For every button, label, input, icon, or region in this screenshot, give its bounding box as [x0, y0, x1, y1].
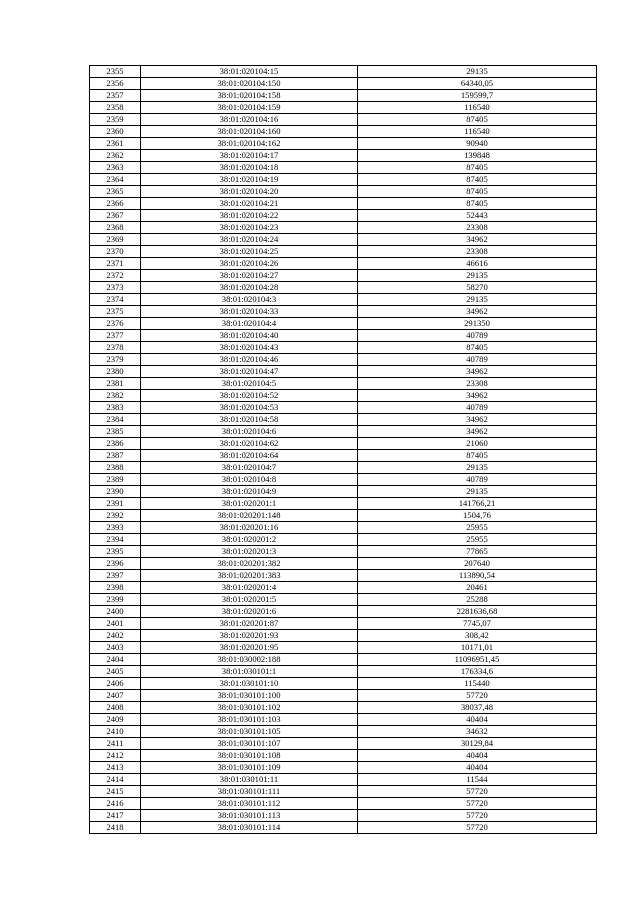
row-index-cell: 2415 [90, 786, 141, 798]
row-index-cell: 2411 [90, 738, 141, 750]
cadastral-number-cell: 38:01:020104:28 [141, 282, 358, 294]
cadastral-number-cell: 38:01:020201:3 [141, 546, 358, 558]
table-row [90, 654, 597, 666]
row-index-cell: 2376 [90, 318, 141, 330]
row-index-cell: 2372 [90, 270, 141, 282]
table-row [90, 774, 597, 786]
value-cell: 34962 [358, 306, 597, 318]
value-cell: 1504,76 [358, 510, 597, 522]
row-index-cell: 2355 [90, 66, 141, 78]
row-index-cell: 2412 [90, 750, 141, 762]
cadastral-number-cell: 38:01:020104:53 [141, 402, 358, 414]
cadastral-number-cell: 38:01:020104:6 [141, 426, 358, 438]
row-index-cell: 2404 [90, 654, 141, 666]
cadastral-number-cell: 38:01:020201:4 [141, 582, 358, 594]
cadastral-number-cell: 38:01:020104:150 [141, 78, 358, 90]
table-row [90, 126, 597, 138]
value-cell: 40404 [358, 714, 597, 726]
table-row [90, 306, 597, 318]
table-row [90, 486, 597, 498]
table-row [90, 642, 597, 654]
table-row [90, 594, 597, 606]
value-cell: 46616 [358, 258, 597, 270]
table-row [90, 522, 597, 534]
value-cell: 23308 [358, 246, 597, 258]
table-row [90, 498, 597, 510]
cadastral-number-cell: 38:01:020201:95 [141, 642, 358, 654]
table-row [90, 174, 597, 186]
value-cell: 29135 [358, 66, 597, 78]
value-cell: 87405 [358, 162, 597, 174]
row-index-cell: 2363 [90, 162, 141, 174]
data-table [89, 65, 597, 834]
row-index-cell: 2413 [90, 762, 141, 774]
table-row [90, 558, 597, 570]
cadastral-number-cell: 38:01:020104:47 [141, 366, 358, 378]
row-index-cell: 2387 [90, 450, 141, 462]
value-cell: 11544 [358, 774, 597, 786]
row-index-cell: 2388 [90, 462, 141, 474]
cadastral-number-cell: 38:01:020201:5 [141, 594, 358, 606]
cadastral-number-cell: 38:01:020104:8 [141, 474, 358, 486]
table-row [90, 270, 597, 282]
value-cell: 57720 [358, 810, 597, 822]
value-cell: 113890,54 [358, 570, 597, 582]
row-index-cell: 2378 [90, 342, 141, 354]
row-index-cell: 2367 [90, 210, 141, 222]
row-index-cell: 2383 [90, 402, 141, 414]
value-cell: 23308 [358, 378, 597, 390]
table-row [90, 210, 597, 222]
cadastral-number-cell: 38:01:030101:10 [141, 678, 358, 690]
table-row [90, 354, 597, 366]
value-cell: 34962 [358, 366, 597, 378]
row-index-cell: 2418 [90, 822, 141, 834]
table-row [90, 618, 597, 630]
table-row [90, 582, 597, 594]
row-index-cell: 2406 [90, 678, 141, 690]
cadastral-number-cell: 38:01:020104:16 [141, 114, 358, 126]
row-index-cell: 2408 [90, 702, 141, 714]
cadastral-number-cell: 38:01:020201:16 [141, 522, 358, 534]
cadastral-number-cell: 38:01:020104:62 [141, 438, 358, 450]
cadastral-number-cell: 38:01:020104:20 [141, 186, 358, 198]
cadastral-number-cell: 38:01:020201:148 [141, 510, 358, 522]
row-index-cell: 2399 [90, 594, 141, 606]
cadastral-number-cell: 38:01:020104:15 [141, 66, 358, 78]
table-row [90, 678, 597, 690]
cadastral-number-cell: 38:01:020104:40 [141, 330, 358, 342]
value-cell: 57720 [358, 786, 597, 798]
value-cell: 34962 [358, 234, 597, 246]
value-cell: 20461 [358, 582, 597, 594]
cadastral-number-cell: 38:01:030101:108 [141, 750, 358, 762]
row-index-cell: 2375 [90, 306, 141, 318]
value-cell: 38037,48 [358, 702, 597, 714]
cadastral-number-cell: 38:01:020201:1 [141, 498, 358, 510]
table-row [90, 66, 597, 78]
table-row [90, 606, 597, 618]
row-index-cell: 2390 [90, 486, 141, 498]
cadastral-number-cell: 38:01:020104:3 [141, 294, 358, 306]
value-cell: 176334,6 [358, 666, 597, 678]
cadastral-number-cell: 38:01:020201:383 [141, 570, 358, 582]
value-cell: 64340,05 [358, 78, 597, 90]
table-row [90, 762, 597, 774]
value-cell: 87405 [358, 174, 597, 186]
value-cell: 87405 [358, 114, 597, 126]
table-row [90, 234, 597, 246]
row-index-cell: 2377 [90, 330, 141, 342]
cadastral-number-cell: 38:01:020104:52 [141, 390, 358, 402]
row-index-cell: 2396 [90, 558, 141, 570]
row-index-cell: 2362 [90, 150, 141, 162]
cadastral-number-cell: 38:01:030101:11 [141, 774, 358, 786]
row-index-cell: 2364 [90, 174, 141, 186]
cadastral-number-cell: 38:01:020104:24 [141, 234, 358, 246]
table-row [90, 222, 597, 234]
cadastral-number-cell: 38:01:020104:46 [141, 354, 358, 366]
row-index-cell: 2379 [90, 354, 141, 366]
table-row [90, 330, 597, 342]
cadastral-number-cell: 38:01:020104:21 [141, 198, 358, 210]
table-row [90, 690, 597, 702]
row-index-cell: 2417 [90, 810, 141, 822]
cadastral-number-cell: 38:01:030101:111 [141, 786, 358, 798]
value-cell: 34962 [358, 426, 597, 438]
value-cell: 30129,84 [358, 738, 597, 750]
table-row [90, 114, 597, 126]
table-row [90, 786, 597, 798]
table-row [90, 198, 597, 210]
row-index-cell: 2381 [90, 378, 141, 390]
row-index-cell: 2357 [90, 90, 141, 102]
table-row [90, 714, 597, 726]
cadastral-number-cell: 38:01:030101:109 [141, 762, 358, 774]
value-cell: 57720 [358, 822, 597, 834]
cadastral-number-cell: 38:01:020201:382 [141, 558, 358, 570]
row-index-cell: 2368 [90, 222, 141, 234]
row-index-cell: 2397 [90, 570, 141, 582]
table-row [90, 102, 597, 114]
row-index-cell: 2380 [90, 366, 141, 378]
table-row [90, 438, 597, 450]
table-row [90, 750, 597, 762]
value-cell: 40789 [358, 474, 597, 486]
value-cell: 2281636,68 [358, 606, 597, 618]
table-row [90, 150, 597, 162]
table-row [90, 378, 597, 390]
value-cell: 141766,21 [358, 498, 597, 510]
cadastral-number-cell: 38:01:030002:188 [141, 654, 358, 666]
cadastral-number-cell: 38:01:020201:6 [141, 606, 358, 618]
cadastral-number-cell: 38:01:020104:64 [141, 450, 358, 462]
row-index-cell: 2395 [90, 546, 141, 558]
value-cell: 139848 [358, 150, 597, 162]
cadastral-number-cell: 38:01:020104:26 [141, 258, 358, 270]
value-cell: 57720 [358, 798, 597, 810]
row-index-cell: 2385 [90, 426, 141, 438]
row-index-cell: 2373 [90, 282, 141, 294]
value-cell: 34632 [358, 726, 597, 738]
table-row [90, 822, 597, 834]
table-row [90, 738, 597, 750]
cadastral-number-cell: 38:01:020104:5 [141, 378, 358, 390]
cadastral-number-cell: 38:01:020104:22 [141, 210, 358, 222]
cadastral-number-cell: 38:01:020104:4 [141, 318, 358, 330]
table-row [90, 318, 597, 330]
table-row [90, 294, 597, 306]
value-cell: 23308 [358, 222, 597, 234]
cadastral-number-cell: 38:01:020201:2 [141, 534, 358, 546]
value-cell: 40404 [358, 762, 597, 774]
table-row [90, 534, 597, 546]
value-cell: 40789 [358, 354, 597, 366]
value-cell: 34962 [358, 414, 597, 426]
value-cell: 7745,07 [358, 618, 597, 630]
value-cell: 29135 [358, 486, 597, 498]
value-cell: 29135 [358, 462, 597, 474]
cadastral-number-cell: 38:01:030101:100 [141, 690, 358, 702]
row-index-cell: 2414 [90, 774, 141, 786]
row-index-cell: 2407 [90, 690, 141, 702]
value-cell: 207640 [358, 558, 597, 570]
row-index-cell: 2361 [90, 138, 141, 150]
table-row [90, 186, 597, 198]
table-row [90, 462, 597, 474]
value-cell: 291350 [358, 318, 597, 330]
value-cell: 21060 [358, 438, 597, 450]
value-cell: 58270 [358, 282, 597, 294]
row-index-cell: 2370 [90, 246, 141, 258]
table-row [90, 390, 597, 402]
value-cell: 29135 [358, 270, 597, 282]
row-index-cell: 2371 [90, 258, 141, 270]
table-row [90, 246, 597, 258]
cadastral-number-cell: 38:01:020201:93 [141, 630, 358, 642]
row-index-cell: 2365 [90, 186, 141, 198]
cadastral-number-cell: 38:01:020104:162 [141, 138, 358, 150]
value-cell: 40404 [358, 750, 597, 762]
table-row [90, 342, 597, 354]
table-row [90, 702, 597, 714]
table-row [90, 810, 597, 822]
cadastral-number-cell: 38:01:020104:23 [141, 222, 358, 234]
row-index-cell: 2392 [90, 510, 141, 522]
table-row [90, 402, 597, 414]
cadastral-number-cell: 38:01:030101:105 [141, 726, 358, 738]
value-cell: 29135 [358, 294, 597, 306]
value-cell: 25955 [358, 534, 597, 546]
value-cell: 87405 [358, 342, 597, 354]
cadastral-number-cell: 38:01:030101:114 [141, 822, 358, 834]
row-index-cell: 2360 [90, 126, 141, 138]
table-row [90, 510, 597, 522]
row-index-cell: 2389 [90, 474, 141, 486]
cadastral-number-cell: 38:01:030101:113 [141, 810, 358, 822]
row-index-cell: 2374 [90, 294, 141, 306]
value-cell: 90940 [358, 138, 597, 150]
table-row [90, 474, 597, 486]
value-cell: 10171,01 [358, 642, 597, 654]
value-cell: 116540 [358, 126, 597, 138]
table-row [90, 162, 597, 174]
cadastral-number-cell: 38:01:020201:87 [141, 618, 358, 630]
row-index-cell: 2398 [90, 582, 141, 594]
table-row [90, 282, 597, 294]
cadastral-number-cell: 38:01:020104:43 [141, 342, 358, 354]
value-cell: 159599,7 [358, 90, 597, 102]
table-row [90, 426, 597, 438]
value-cell: 115440 [358, 678, 597, 690]
cadastral-number-cell: 38:01:030101:112 [141, 798, 358, 810]
cadastral-number-cell: 38:01:020104:58 [141, 414, 358, 426]
table-row [90, 546, 597, 558]
row-index-cell: 2400 [90, 606, 141, 618]
row-index-cell: 2402 [90, 630, 141, 642]
cadastral-number-cell: 38:01:020104:19 [141, 174, 358, 186]
row-index-cell: 2394 [90, 534, 141, 546]
row-index-cell: 2403 [90, 642, 141, 654]
cadastral-number-cell: 38:01:020104:158 [141, 90, 358, 102]
table-row [90, 258, 597, 270]
value-cell: 87405 [358, 186, 597, 198]
row-index-cell: 2382 [90, 390, 141, 402]
value-cell: 52443 [358, 210, 597, 222]
value-cell: 87405 [358, 198, 597, 210]
table-row [90, 138, 597, 150]
row-index-cell: 2409 [90, 714, 141, 726]
value-cell: 34962 [358, 390, 597, 402]
cadastral-number-cell: 38:01:030101:103 [141, 714, 358, 726]
table-row [90, 366, 597, 378]
cadastral-number-cell: 38:01:020104:33 [141, 306, 358, 318]
cadastral-number-cell: 38:01:030101:107 [141, 738, 358, 750]
value-cell: 87405 [358, 450, 597, 462]
cadastral-number-cell: 38:01:020104:18 [141, 162, 358, 174]
row-index-cell: 2358 [90, 102, 141, 114]
cadastral-number-cell: 38:01:020104:17 [141, 150, 358, 162]
cadastral-number-cell: 38:01:020104:159 [141, 102, 358, 114]
cadastral-number-cell: 38:01:020104:9 [141, 486, 358, 498]
value-cell: 116540 [358, 102, 597, 114]
value-cell: 308,42 [358, 630, 597, 642]
cadastral-number-cell: 38:01:030101:1 [141, 666, 358, 678]
row-index-cell: 2393 [90, 522, 141, 534]
table-row [90, 78, 597, 90]
cadastral-number-cell: 38:01:020104:160 [141, 126, 358, 138]
value-cell: 57720 [358, 690, 597, 702]
value-cell: 11096951,45 [358, 654, 597, 666]
row-index-cell: 2369 [90, 234, 141, 246]
value-cell: 25955 [358, 522, 597, 534]
cadastral-number-cell: 38:01:030101:102 [141, 702, 358, 714]
value-cell: 77865 [358, 546, 597, 558]
table-row [90, 450, 597, 462]
row-index-cell: 2356 [90, 78, 141, 90]
row-index-cell: 2386 [90, 438, 141, 450]
value-cell: 40789 [358, 402, 597, 414]
value-cell: 40789 [358, 330, 597, 342]
row-index-cell: 2366 [90, 198, 141, 210]
table-body [90, 66, 597, 834]
row-index-cell: 2416 [90, 798, 141, 810]
row-index-cell: 2410 [90, 726, 141, 738]
table-row [90, 630, 597, 642]
row-index-cell: 2391 [90, 498, 141, 510]
table-row [90, 798, 597, 810]
cadastral-number-cell: 38:01:020104:25 [141, 246, 358, 258]
row-index-cell: 2384 [90, 414, 141, 426]
cadastral-number-cell: 38:01:020104:7 [141, 462, 358, 474]
table-row [90, 726, 597, 738]
table-row [90, 666, 597, 678]
table-row [90, 414, 597, 426]
row-index-cell: 2359 [90, 114, 141, 126]
cadastral-number-cell: 38:01:020104:27 [141, 270, 358, 282]
value-cell: 25288 [358, 594, 597, 606]
row-index-cell: 2401 [90, 618, 141, 630]
row-index-cell: 2405 [90, 666, 141, 678]
table-row [90, 570, 597, 582]
table-row [90, 90, 597, 102]
